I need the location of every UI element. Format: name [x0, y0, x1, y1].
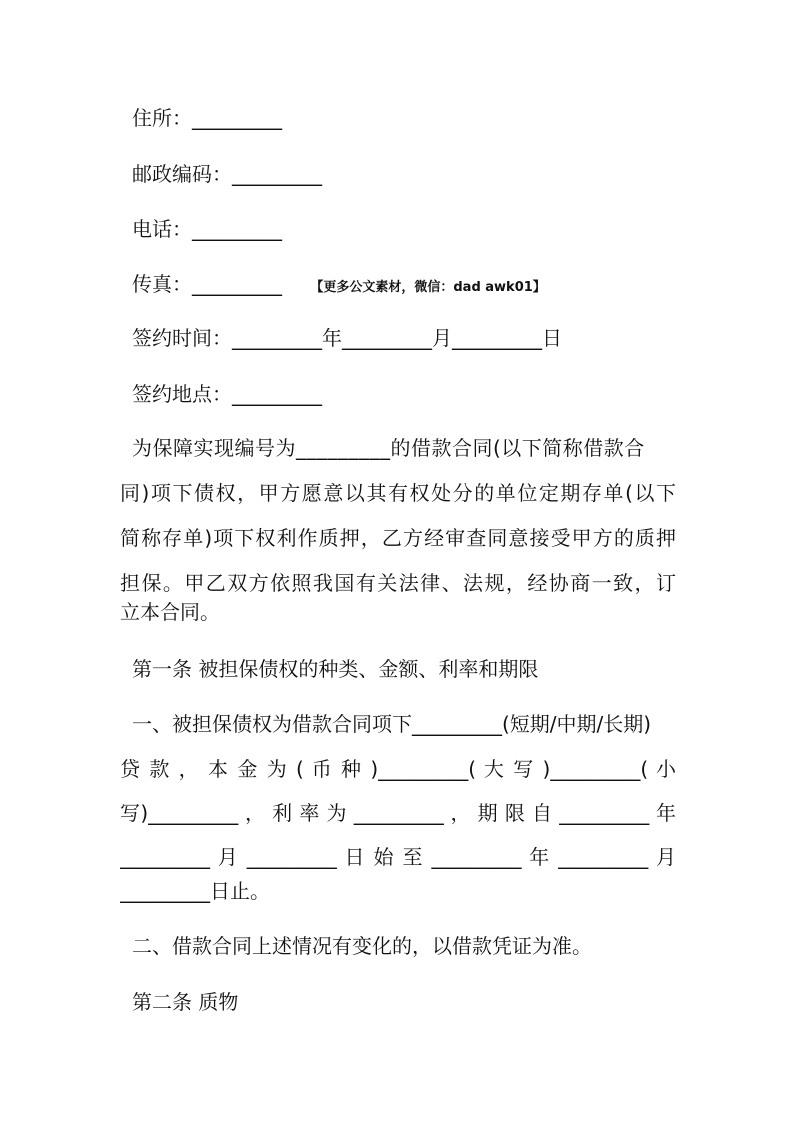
- sign-time-text: 签约时间：_________年_________月_________日: [132, 326, 562, 350]
- preamble-line-3: 简称存单)项下权利作质押，乙方经审查同意接受甲方的质押: [120, 526, 676, 550]
- preamble-line-4: 担保。甲乙双方依照我国有关法律、法规，经协商一致，订: [120, 571, 676, 595]
- preamble-line-5: 立本合同。: [120, 600, 220, 624]
- article-1-heading: 第一条 被担保债权的种类、金额、利率和期限: [132, 657, 539, 681]
- article-1-clause-1-line-1: 一、被担保债权为借款合同项下_________(短期/中期/长期): [132, 712, 652, 736]
- fax-field: [132, 272, 688, 300]
- fax-text: 传真：_________: [132, 272, 282, 296]
- article-1-clause-1-line-2: 贷 款 ， 本 金 为 ( 币 种 )_________( 大 写 )_________( 小: [120, 757, 676, 781]
- article-2-heading: 第二条 质物: [132, 990, 239, 1014]
- address-text: 住所：_________: [132, 106, 282, 130]
- postcode-text: 邮政编码：_________: [132, 162, 322, 186]
- phone-field: [132, 217, 688, 241]
- address-field: [132, 106, 688, 130]
- fax-note: 【更多公文素材，微信：dad awk01】: [310, 280, 546, 295]
- preamble-line-2: 同)项下债权，甲方愿意以其有权处分的单位定期存单(以下: [120, 481, 676, 505]
- article-1-clause-1-line-5: _________日止。: [120, 879, 270, 903]
- sign-place-field: [132, 382, 688, 406]
- sign-time-field: [132, 326, 688, 350]
- phone-text: 电话：_________: [132, 217, 282, 241]
- sign-place-text: 签约地点：_________: [132, 382, 322, 406]
- postcode-field: [132, 162, 688, 186]
- preamble-line-1: 为保障实现编号为_________的借款合同(以下简称借款合: [132, 436, 645, 460]
- article-1-clause-1-line-3: 写)_________ ， 利 率 为 _________ ， 期 限 自 _________ 年: [120, 801, 676, 825]
- article-1-clause-2: 二、借款合同上述情况有变化的，以借款凭证为准。: [132, 934, 592, 958]
- article-1-clause-1-line-4: _________ 月 _________ 日 始 至 _________ 年 _________ 月: [120, 845, 676, 869]
